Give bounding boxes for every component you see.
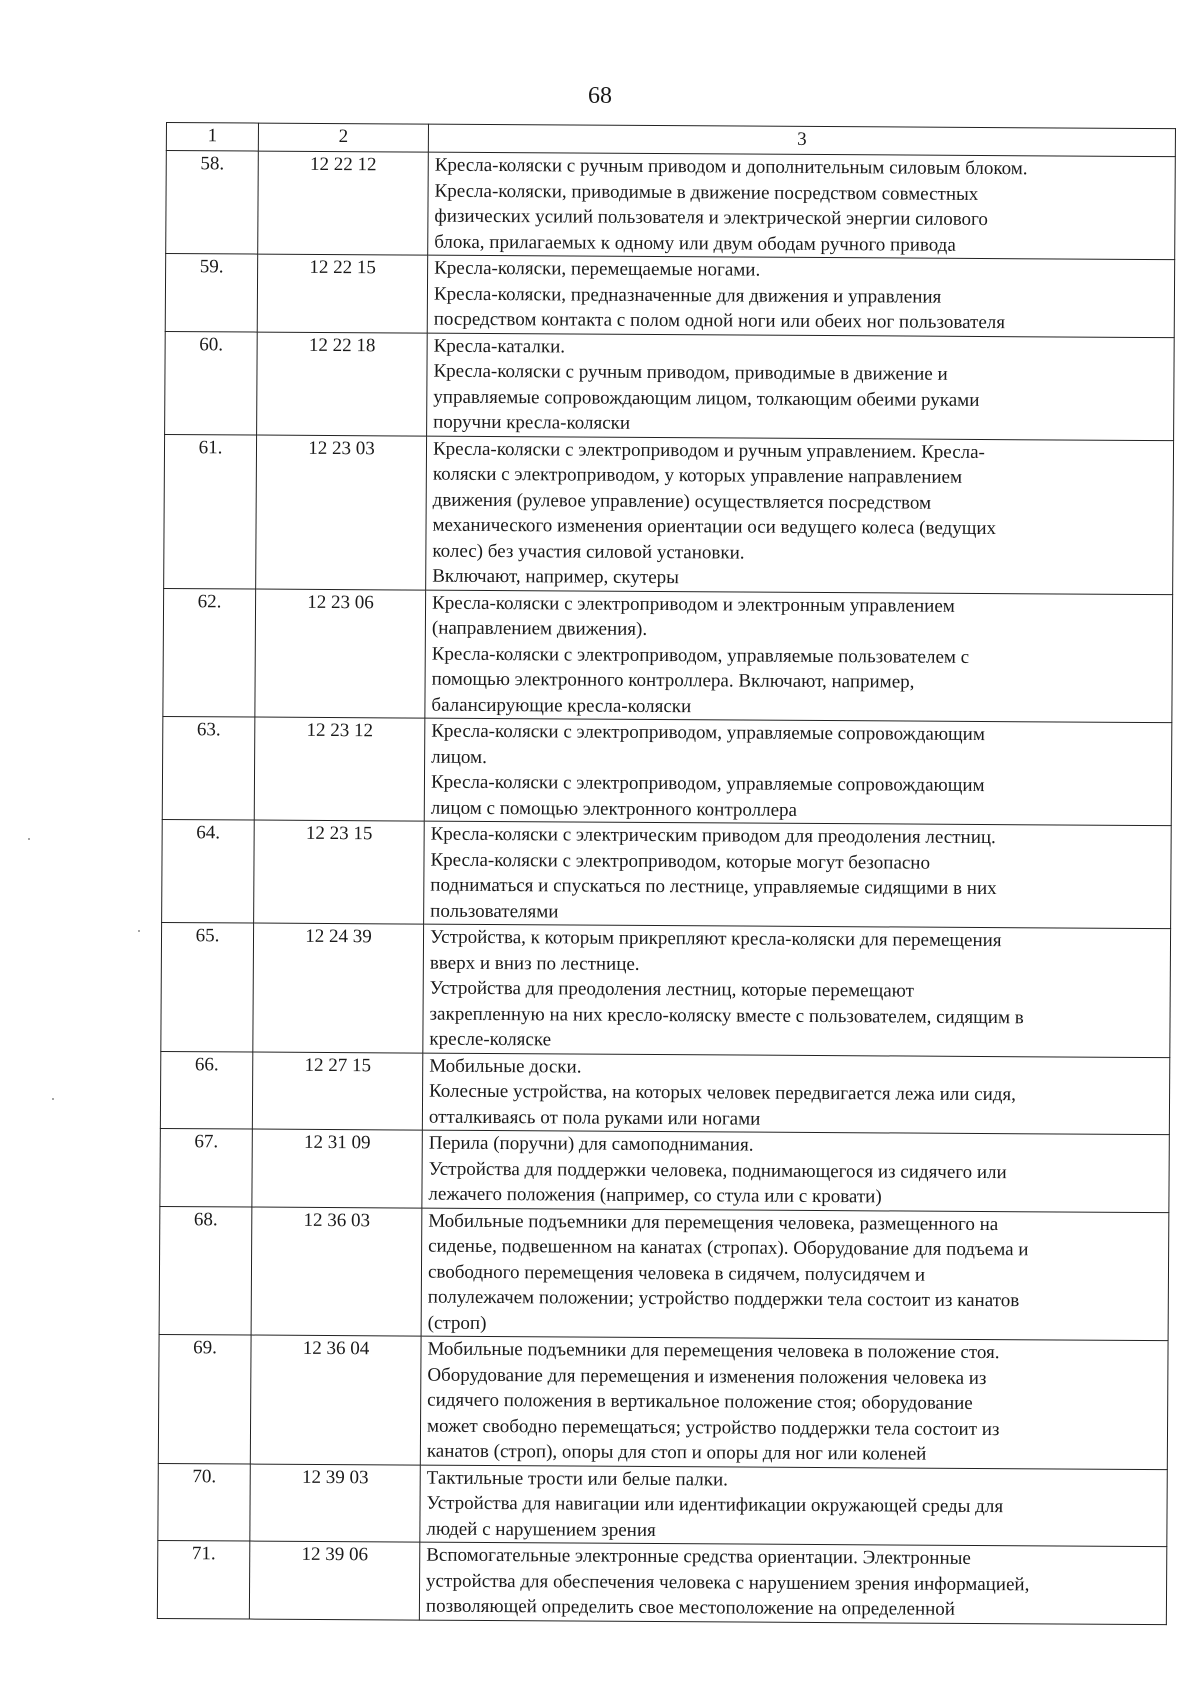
- description-line: Колесные устройства, на которых человек передвигается лежа или сидя,: [429, 1080, 1017, 1106]
- description-cell: [427, 333, 1175, 441]
- description-line: сидячего положения в вертикальное положение стоя; оборудование: [427, 1389, 973, 1414]
- description-line: Кресла-коляски, перемещаемые ногами.: [434, 257, 761, 281]
- description-line: отталкиваясь от пола руками или ногами: [428, 1106, 761, 1130]
- row-number: 58.: [166, 151, 259, 255]
- description-line: Устройства для навигации или идентификации окружающей среды для: [426, 1492, 1004, 1518]
- scan-speck: [52, 1098, 54, 1100]
- row-number: 61.: [164, 434, 257, 589]
- description-cell: [425, 590, 1173, 723]
- row-number: 65.: [161, 922, 254, 1051]
- description-line: вверх и вниз по лестнице.: [429, 952, 640, 975]
- description-line: колес) без участия силовой установки.: [432, 540, 745, 564]
- description-line: движения (рулевое управление) осуществляется посредством: [432, 489, 932, 514]
- scan-speck: [28, 838, 30, 840]
- description-line: Оборудование для перемещения и изменения положения человека из: [427, 1364, 987, 1389]
- description-line: Кресла-коляски с электроприводом, управляемые пользователем с: [431, 643, 970, 668]
- table-row: [164, 434, 1174, 594]
- description-line: посредством контакта с полом одной ноги или обеих ног пользователя: [433, 308, 1006, 334]
- description-line: Кресла-коляски с ручным приводом, приводимые в движение и: [433, 360, 948, 385]
- row-number: 71.: [157, 1540, 249, 1618]
- description-cell: [427, 255, 1174, 337]
- description-line: Кресла-коляски с ручным приводом и дополнительным силовым блоком.: [434, 154, 1028, 180]
- description-line: людей с нарушением зрения: [426, 1518, 656, 1541]
- classification-table: [157, 122, 1176, 1625]
- description-line: кресле-коляске: [429, 1028, 552, 1051]
- description-line: Кресла-коляски с электроприводом, управляемые сопровождающим: [430, 771, 985, 797]
- table-row: [166, 151, 1176, 260]
- description-line: сиденье, подвешенном на канатах (стропах). Оборудование для подъема и: [428, 1235, 1029, 1261]
- description-line: механического изменения ориентации оси ведущего колеса (ведущих: [432, 514, 997, 540]
- description-line: физических усилий пользователя и электрической энергии силового: [434, 205, 988, 231]
- classification-code: 12 36 04: [250, 1335, 421, 1465]
- classification-code: 12 22 18: [257, 332, 428, 436]
- classification-code: 12 23 12: [254, 717, 425, 821]
- description-line: подниматься и спускаться по лестнице, управляемые сидящими в них: [430, 874, 997, 900]
- description-cell: [419, 1542, 1166, 1624]
- classification-code: 12 39 03: [250, 1464, 420, 1543]
- row-number: 62.: [163, 588, 256, 717]
- description-line: канатов (строп), опоры для стоп и опоры для ног или коленей: [426, 1440, 927, 1465]
- row-number: 59.: [165, 254, 257, 332]
- table-row: [162, 716, 1172, 825]
- description-line: Кресла-коляски с электроприводом, которые могут безопасно: [430, 849, 931, 874]
- description-line: может свободно перемещаться; устройство поддержки тела состоит из: [426, 1415, 1000, 1440]
- description-line: Мобильные доски.: [429, 1055, 582, 1078]
- row-number: 69.: [158, 1334, 251, 1463]
- table-row: [165, 254, 1174, 338]
- classification-code: 12 23 03: [256, 435, 427, 590]
- description-cell: [426, 436, 1174, 595]
- description-line: Устройства для поддержки человека, поднимающегося из сидячего или: [428, 1158, 1007, 1183]
- description-line: блока, прилагаемых к одному или двум ободам ручного привода: [434, 231, 956, 256]
- description-line: пользователями: [430, 900, 559, 922]
- description-line: Кресла-каталки.: [433, 335, 566, 357]
- classification-code: 12 22 12: [258, 151, 429, 255]
- description-line: помощью электронного контроллера. Включают, например,: [431, 668, 915, 693]
- description-line: Кресла-коляски с электроприводом, управляемые сопровождающим: [431, 720, 985, 746]
- description-line: закрепленную на них кресло-коляску вместе с пользователем, сидящим в: [429, 1003, 1024, 1028]
- description-line: коляски с электроприводом, у которых управление направлением: [432, 463, 963, 488]
- classification-code: 12 39 06: [249, 1541, 419, 1620]
- table-row: [158, 1463, 1167, 1547]
- header-col-1: 1: [166, 123, 258, 152]
- table-row: [158, 1334, 1168, 1469]
- description-line: Перила (поручни) для самоподнимания.: [428, 1132, 754, 1156]
- classification-code: 12 36 03: [251, 1207, 422, 1337]
- description-cell: [421, 1208, 1169, 1341]
- table-row: [163, 588, 1173, 723]
- description-line: Мобильные подъемники для перемещения человека, размещенного на: [428, 1210, 999, 1235]
- classification-code: 12 22 15: [257, 254, 427, 333]
- classification-code: 12 31 09: [252, 1129, 422, 1208]
- header-col-2: 2: [258, 123, 428, 152]
- description-line: лежачего положения (например, со стула или с кровати): [428, 1183, 882, 1208]
- description-line: лицом.: [431, 746, 487, 768]
- description-line: Мобильные подъемники для перемещения человека в положение стоя.: [427, 1338, 1000, 1364]
- scan-speck: [138, 930, 140, 932]
- table-row: [160, 1051, 1169, 1135]
- description-line: полулежачем положении; устройство поддержки тела состоит из канатов: [427, 1286, 1020, 1312]
- table-row: [157, 1540, 1166, 1624]
- description-line: (строп): [427, 1312, 487, 1334]
- description-line: Включают, например, скутеры: [432, 565, 679, 589]
- classification-code: 12 23 15: [254, 820, 425, 924]
- description-line: Устройства для преодоления лестниц, которые перемещают: [429, 977, 915, 1002]
- description-cell: [420, 1336, 1168, 1469]
- table-row: [160, 1128, 1169, 1212]
- table-body: [157, 151, 1175, 1625]
- description-line: Вспомогательные электронные средства ориентации. Электронные: [426, 1544, 971, 1569]
- description-cell: [420, 1465, 1167, 1547]
- row-number: 70.: [158, 1463, 250, 1541]
- row-number: 67.: [160, 1128, 252, 1206]
- description-line: балансирующие кресла-коляски: [431, 694, 692, 717]
- row-number: 66.: [160, 1051, 252, 1129]
- classification-code: 12 24 39: [253, 923, 424, 1053]
- description-line: Кресла-коляски, предназначенные для движения и управления: [433, 283, 942, 308]
- description-line: Устройства, к которым прикрепляют кресла-коляски для перемещения: [429, 926, 1002, 952]
- classification-code: 12 23 06: [255, 589, 426, 719]
- description-line: Кресла-коляски с электроприводом и ручным управлением. Кресла-: [432, 438, 985, 463]
- description-line: свободного перемещения человека в сидячем, полусидячем и: [427, 1261, 926, 1286]
- description-line: позволяющей определить свое местоположение на определенной: [425, 1595, 956, 1620]
- description-line: Кресла-коляски, приводимые в движение посредством совместных: [434, 180, 979, 205]
- description-cell: [424, 821, 1172, 929]
- description-cell: [428, 152, 1176, 260]
- description-cell: [424, 718, 1172, 826]
- header-col-3: 3: [428, 124, 1175, 157]
- description-line: устройства для обеспечения человека с нарушением зрения информацией,: [426, 1570, 1030, 1595]
- description-line: (направлением движения).: [431, 617, 648, 640]
- table-row: [161, 922, 1171, 1057]
- description-line: лицом с помощью электронного контроллера: [430, 797, 798, 821]
- classification-code: 12 27 15: [252, 1052, 422, 1131]
- page-number: 68: [588, 83, 612, 109]
- description-cell: [422, 1130, 1169, 1212]
- description-line: Кресла-коляски с электрическим приводом для преодоления лестниц.: [430, 823, 996, 849]
- row-number: 68.: [159, 1206, 252, 1335]
- table-row: [162, 819, 1172, 928]
- description-cell: [423, 924, 1171, 1057]
- row-number: 63.: [162, 716, 255, 820]
- description-line: Кресла-коляски с электроприводом и электронным управлением: [432, 592, 955, 617]
- table-row: [159, 1206, 1169, 1341]
- description-line: поручни кресла-коляски: [433, 411, 631, 434]
- row-number: 60.: [165, 331, 258, 435]
- description-cell: [422, 1053, 1169, 1135]
- description-line: Тактильные трости или белые палки.: [426, 1467, 728, 1490]
- description-line: управляемые сопровождающим лицом, толкающим обеими руками: [433, 386, 980, 411]
- table-row: [165, 331, 1175, 440]
- row-number: 64.: [162, 819, 255, 923]
